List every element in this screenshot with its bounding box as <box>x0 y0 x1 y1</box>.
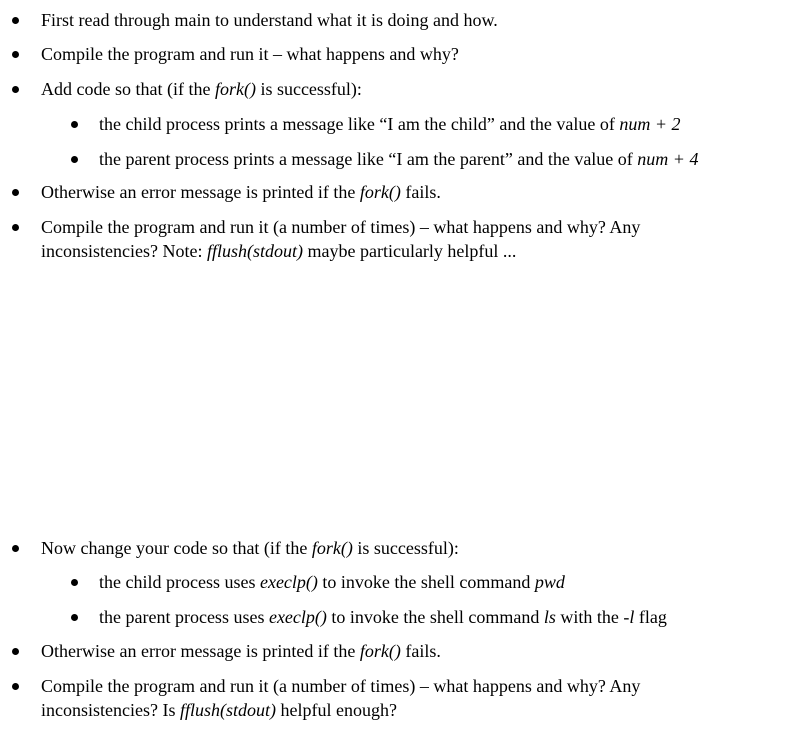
bullet-icon <box>12 17 19 24</box>
code-term: fork() <box>359 182 401 202</box>
bullet-icon <box>12 683 19 690</box>
list-item-text <box>99 570 565 594</box>
list-item-text <box>99 112 680 136</box>
text-run: to invoke the shell command <box>317 572 535 592</box>
text-run: Compile the program and run it – what happens and why? <box>41 44 459 64</box>
text-run: Now change your code so that (if the <box>41 538 312 558</box>
code-term: pwd <box>534 572 565 592</box>
text-run: fails. <box>400 182 441 202</box>
code-term: num + 2 <box>619 114 681 134</box>
bullet-icon <box>12 545 19 552</box>
text-run: Compile the program and run it (a number of times) – what happens and why? Any inconsistencies? Note: <box>41 217 641 261</box>
text-run: with the <box>555 607 624 627</box>
text-run: Compile the program and run it (a number of times) – what happens and why? Any inconsistencies? Is <box>41 676 641 720</box>
bullet-icon <box>71 121 78 128</box>
list-item-text <box>99 147 698 171</box>
list-item-text <box>41 42 459 66</box>
bullet-icon <box>12 648 19 655</box>
code-term: fork() <box>214 79 256 99</box>
text-run: helpful enough? <box>275 700 397 720</box>
list-item-text <box>41 180 441 204</box>
code-term: fork() <box>359 641 401 661</box>
code-term: ls <box>543 607 556 627</box>
text-run: First read through main to understand what it is doing and how. <box>41 10 498 30</box>
bullet-icon <box>12 224 19 231</box>
text-run: fails. <box>400 641 441 661</box>
bullet-icon <box>12 189 19 196</box>
text-run: is successful): <box>255 79 362 99</box>
text-run: the parent process prints a message like “I am the parent” and the value of <box>99 149 638 169</box>
text-run: maybe particularly helpful ... <box>302 241 517 261</box>
list-item-text <box>41 77 362 101</box>
code-term: execlp() <box>268 607 327 627</box>
code-term: fork() <box>311 538 353 558</box>
list-item-text <box>41 674 741 722</box>
code-term: fflush(stdout) <box>179 700 276 720</box>
text-run: is successful): <box>352 538 459 558</box>
bullet-icon <box>71 614 78 621</box>
text-run: flag <box>634 607 667 627</box>
code-term: num + 4 <box>637 149 699 169</box>
list-item-text <box>41 8 498 32</box>
list-item-text <box>41 536 459 560</box>
text-run: Otherwise an error message is printed if the <box>41 641 360 661</box>
code-term: -l <box>623 607 635 627</box>
bullet-icon <box>12 86 19 93</box>
list-item-text <box>99 605 667 629</box>
bullet-icon <box>71 579 78 586</box>
text-run: Otherwise an error message is printed if the <box>41 182 360 202</box>
code-term: execlp() <box>259 572 318 592</box>
code-term: fflush(stdout) <box>206 241 303 261</box>
text-run: the parent process uses <box>99 607 269 627</box>
text-run: Add code so that (if the <box>41 79 215 99</box>
text-run: to invoke the shell command <box>326 607 544 627</box>
text-run: the child process uses <box>99 572 260 592</box>
list-item-text <box>41 215 741 263</box>
bullet-icon <box>12 51 19 58</box>
text-run: the child process prints a message like “I am the child” and the value of <box>99 114 620 134</box>
list-item-text <box>41 639 441 663</box>
bullet-icon <box>71 156 78 163</box>
